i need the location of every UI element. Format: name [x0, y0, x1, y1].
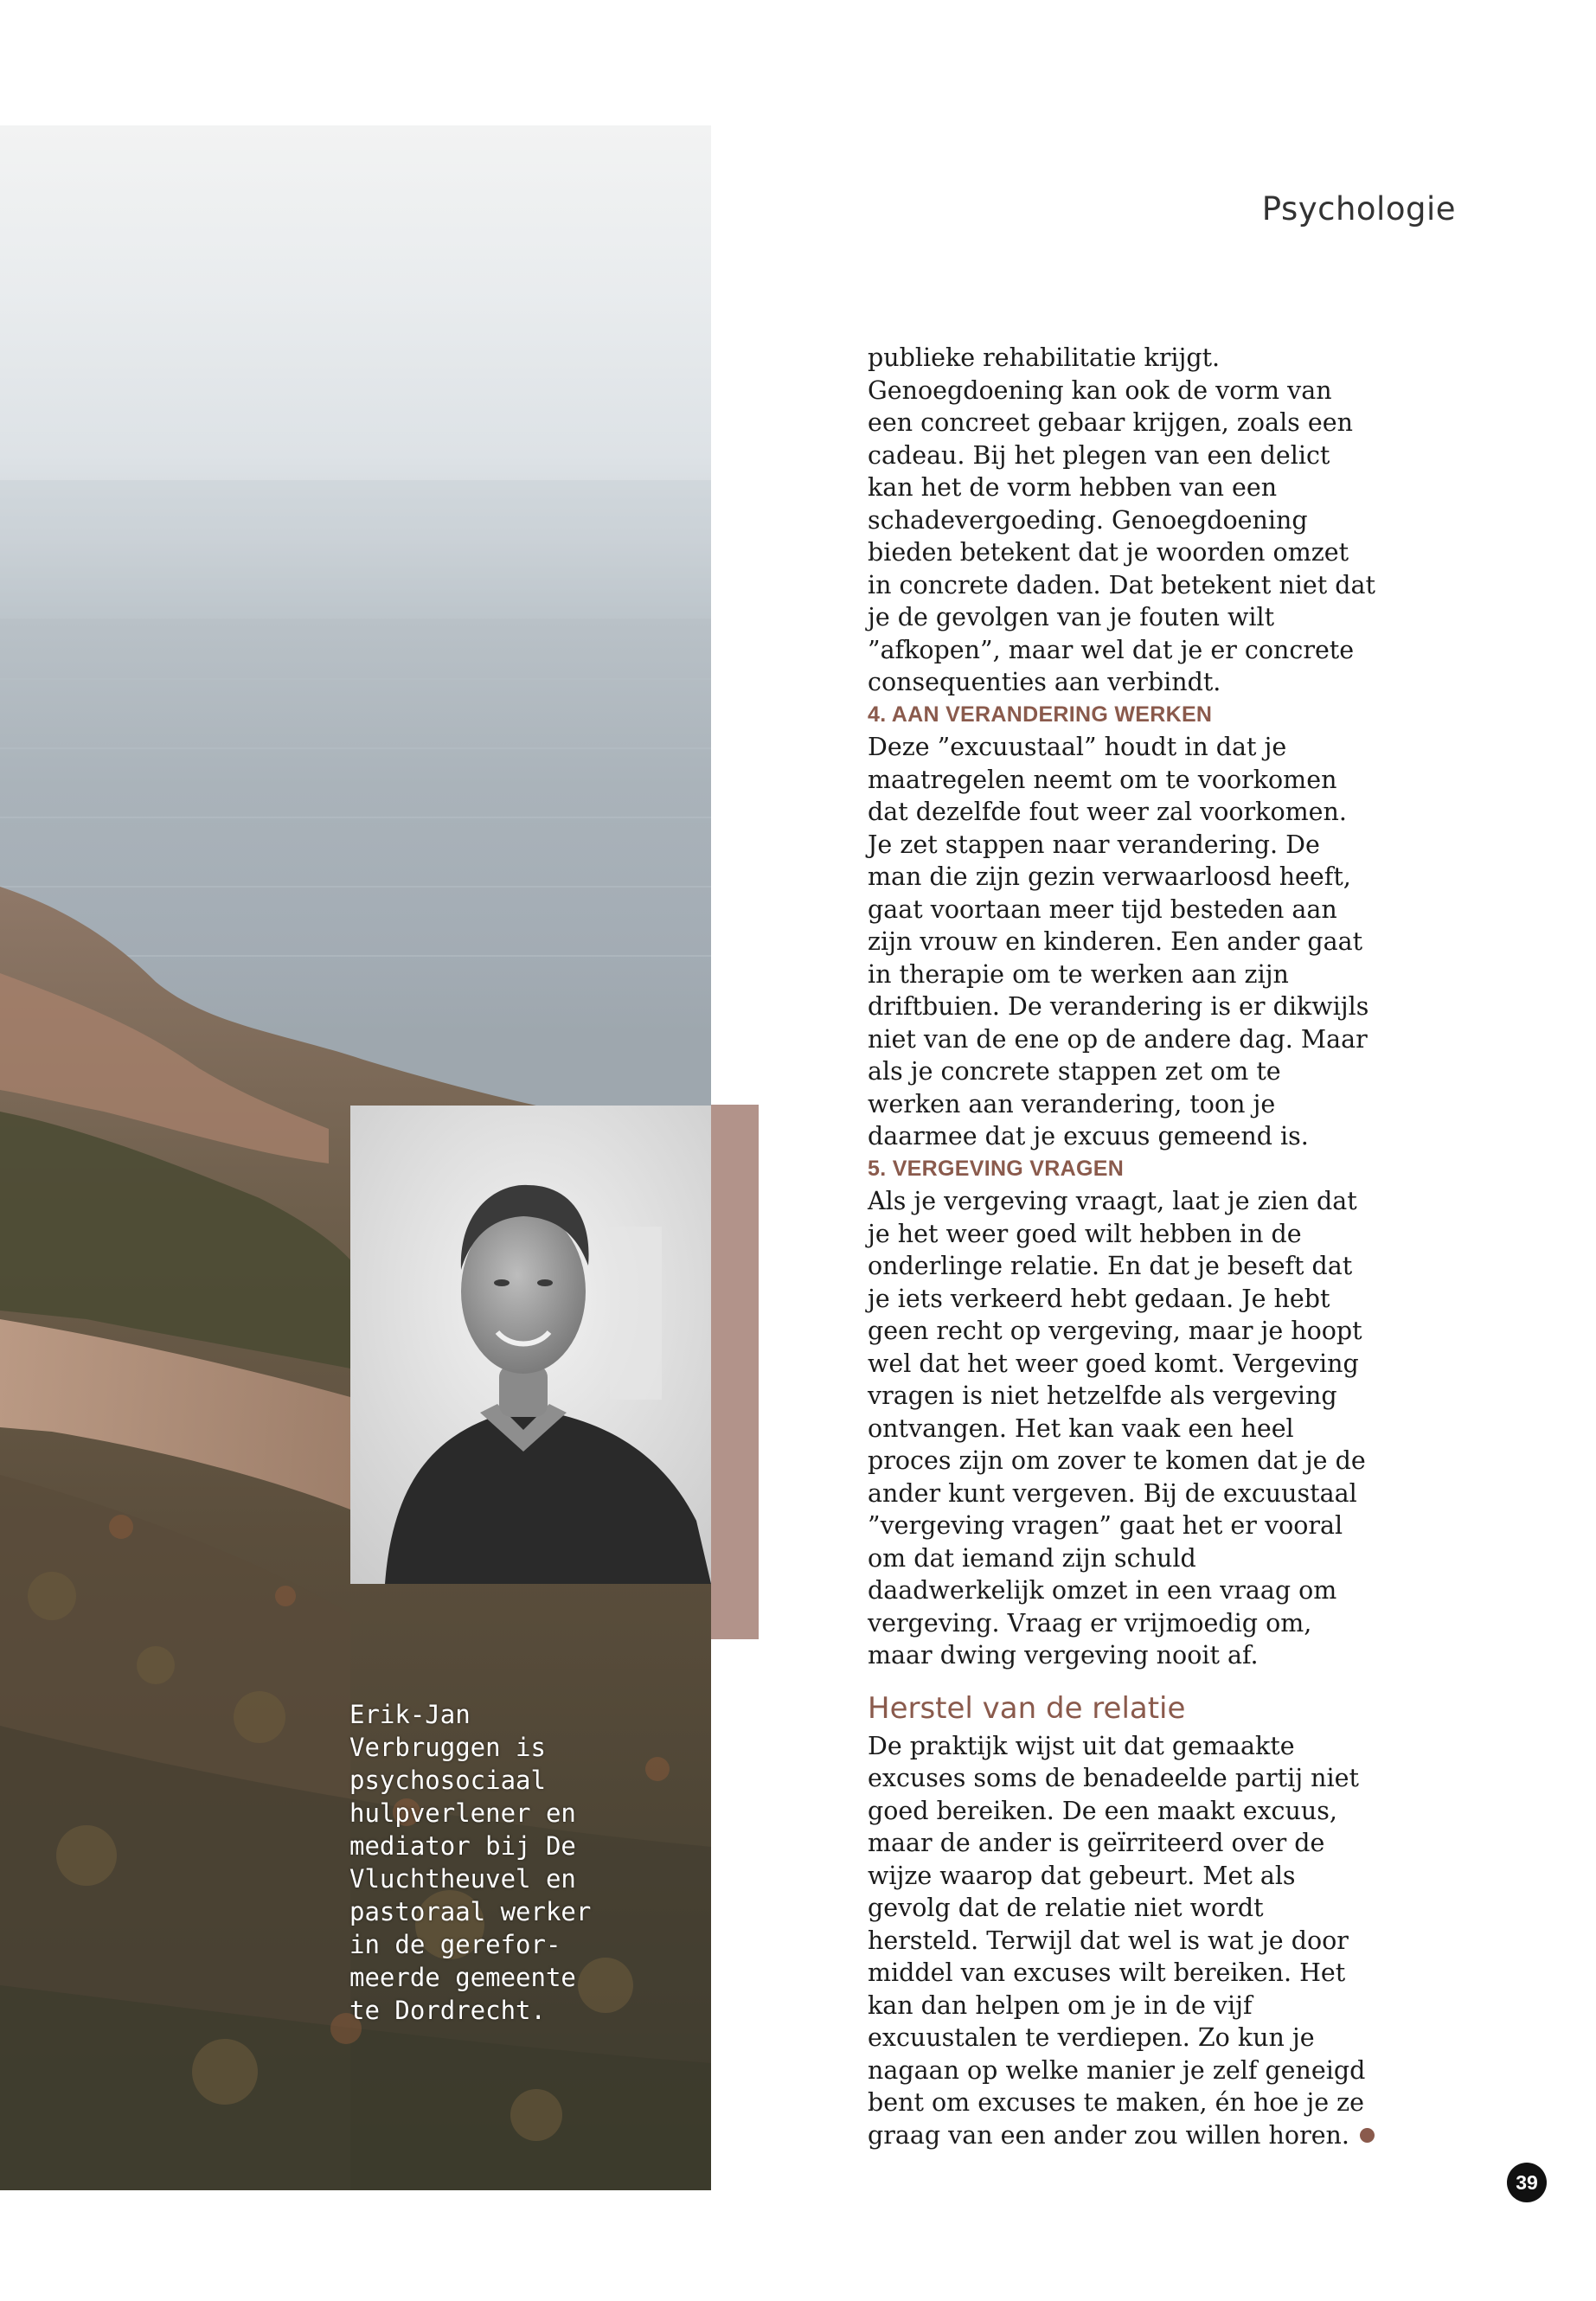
subheading-4: 4. AAN VERANDERING WERKEN [868, 702, 1213, 727]
portrait-illustration [350, 1106, 711, 1584]
section-label: Psychologie [1261, 190, 1456, 228]
article-column [868, 342, 1378, 2151]
end-mark-dot [1360, 2128, 1375, 2143]
section-heading-herstel: Herstel van de relatie [868, 1690, 1186, 1726]
accent-bar [711, 1105, 759, 1639]
page-number-badge: 39 [1507, 2163, 1547, 2202]
paragraph-4: Deze ”excuustaal” houdt in dat je maatregelen neemt om te voorkomen dat dezelfde fout weer zal voorkomen. Je zet stappen naar verandering. De man die zijn gezin verwaarloosd heeft, gaat voortaan meer tijd besteden aan zijn vrouw en kinderen. Een ander gaat in therapie om te werken aan zijn driftbuien. De verandering is er dikwijls niet van de ene op de andere dag. Maar als je concrete stappen zet om te werken aan verandering, toon je daarmee dat je excuus gemeend is. [868, 733, 1369, 1150]
author-caption: Erik-Jan Verbruggen is psychosociaal hulpverlener en mediator bij De Vluchtheuvel en pastoraal werker in de gerefor- meerde gemeente te Dordrecht. [349, 1700, 592, 2025]
closing-paragraph [868, 1730, 1378, 2152]
author-portrait [350, 1106, 711, 1584]
closing-text: De praktijk wijst uit dat gemaakte excuses soms de benadeelde partij niet goed bereiken. De een maakt excuus, maar de ander is geïrriteerd over de wijze waarop dat gebeurt. Met als gevolg dat de relatie niet wordt hersteld. Terwijl dat wel is wat je door middel van excuses wilt bereiken. Het kan dan helpen om je in de vijf excuustalen te verdiepen. Zo kun je nagaan op welke manier je zelf geneigd bent om excuses te maken, én hoe je ze graag van een ander zou willen horen. [868, 1731, 1366, 2150]
paragraph-5: Als je vergeving vraagt, laat je zien dat je het weer goed wilt hebben in de onderlinge relatie. En dat je beseft dat je iets verkeerd hebt gedaan. Je hebt geen recht op vergeving, maar je hoopt wel dat het weer goed komt. Vergeving vragen is niet hetzelfde als vergeving ontvangen. Het kan vaak een heel proces zijn om zover te komen dat je de ander kunt vergeven. Bij de excuustaal ”vergeving vragen” gaat het er vooral om dat iemand zijn schuld daadwerkelijk omzet in een vraag om vergeving. Vraag er vrijmoedig om, maar dwing vergeving nooit af. [868, 1187, 1366, 1670]
subheading-5: 5. VERGEVING VRAGEN [868, 1156, 1125, 1181]
intro-paragraph: publieke rehabilitatie krijgt. Genoegdoening kan ook de vorm van een concreet gebaar krijgen, zoals een cadeau. Bij het plegen van een delict kan het de vorm hebben van een schadevergoeding. Genoegdoening bieden betekent dat je woorden omzet in concrete daden. Dat betekent niet dat je de gevolgen van je fouten wilt ”afkopen”, maar wel dat je er concrete consequenties aan verbindt. [868, 343, 1375, 696]
